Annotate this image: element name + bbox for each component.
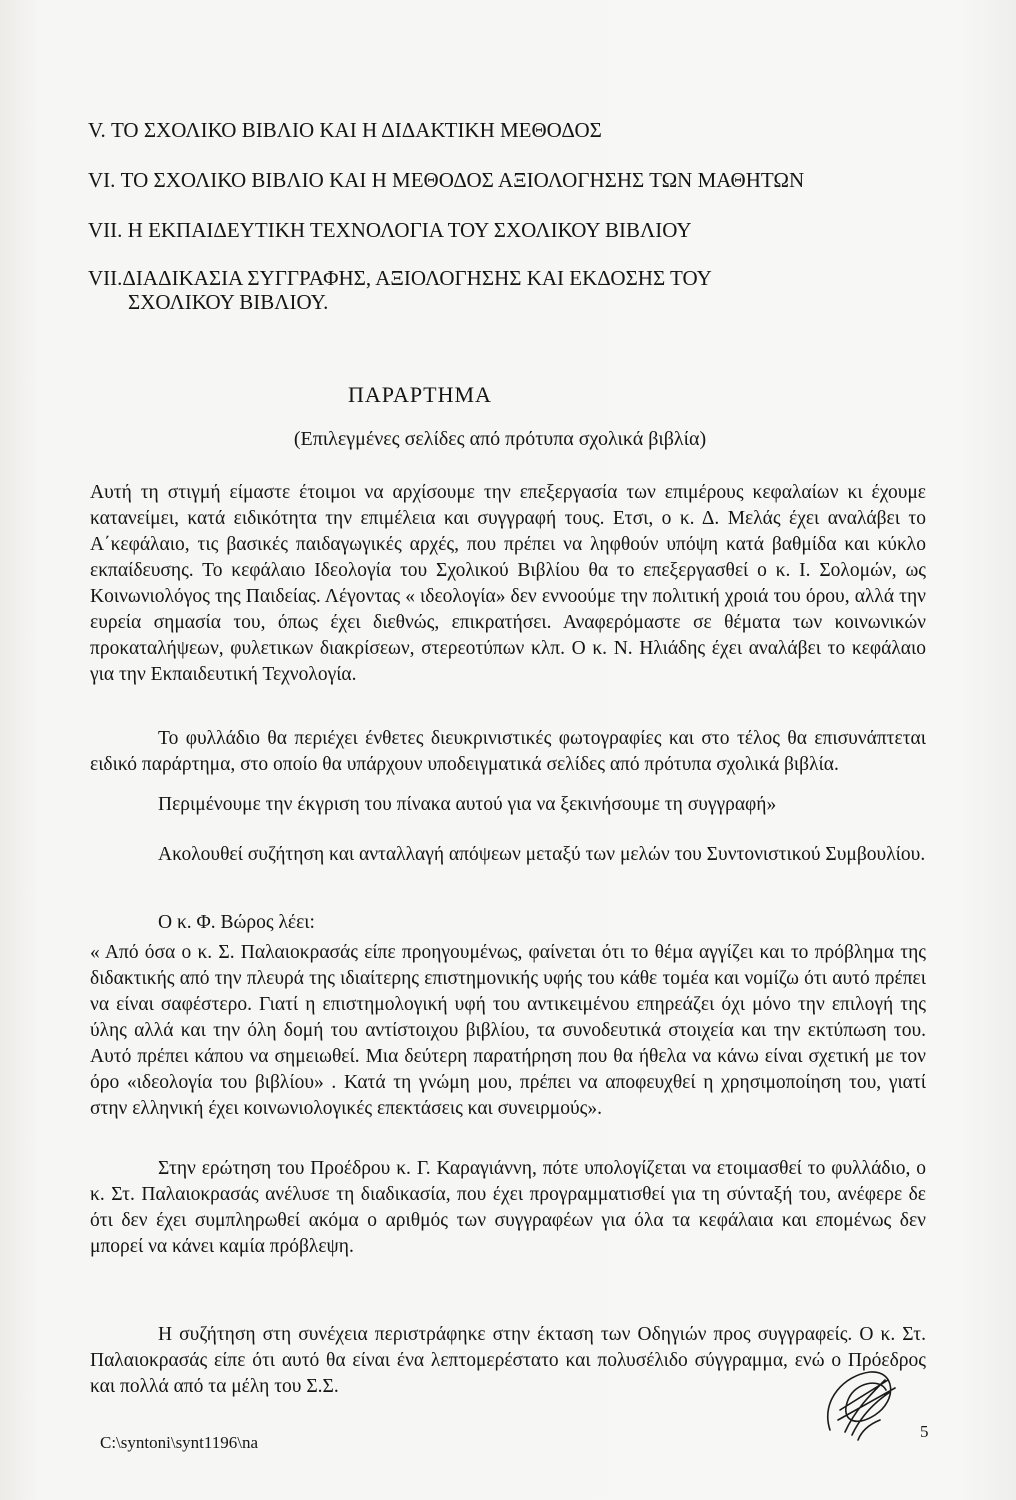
paragraph-3 <box>90 792 926 818</box>
quote-text: « Από όσα ο κ. Σ. Παλαιοκρασάς είπε προηγουμένως, φαίνεται ότι το θέμα αγγίζει και το πρόβλημα της διδακτικής από την πλευρά της ιδιαίτερης επιστημονικής υφής του κάθε τομέα και νομίζω ότι αυτό πρέπει να είναι σαφέστερο. Γιατί η επιστημολογική υφή του αντικειμένου επηρεάζει όχι μόνο την επιλογή της ύλης αλλά και την όλη δομή του αντίστοιχου βιβλίου, τα συνοδευτικά στοιχεία και την εκτύπωση του. Αυτό πρέπει κάπου να σημειωθεί. Μια δεύτερη παρατήρηση που θα ήθελα να κάνω είναι σχετική με τον όρο «ιδεολογία του βιβλίου» . Κατά τη γνώμη μου, πρέπει να αποφευχθεί η χρησιμοποίηση του, γιατί στην ελληνική έχει κοινωνιολογικές επεκτάσεις και συνειρμούς». <box>90 942 926 1119</box>
paragraph-6 <box>90 1156 926 1260</box>
paragraph-text: Στην ερώτηση του Προέδρου κ. Γ. Καραγιάννη, πότε υπολογίζεται να ετοιμασθεί το φυλλάδιο, ο κ. Στ. Παλαιοκρασάς ανέλυσε τη διαδικασία, που έχει προγραμματισθεί για τη σύνταξή του, ανέφερε δε ότι δεν έχει συμπληρωθεί ακόμα ο αριθμός των συγγραφέων για όλα τα κεφάλαια και επομένως δεν μπορεί να κάνει καμία πρόβλεψη. <box>90 1158 926 1257</box>
page-number: 5 <box>920 1422 929 1441</box>
paragraph-text: Η συζήτηση στη συνέχεια περιστράφηκε στην έκταση των Οδηγιών προς συγγραφείς. Ο κ. Στ. Παλαιοκρασάς είπε ότι αυτό θα είναι ένα λεπτομερέστατο και πολυσέλιδο σύγγραμμα, ενώ ο Πρόεδρος και πολλά από τα μέλη του Σ.Σ. <box>90 1324 926 1397</box>
toc-item-vi: VI. ΤΟ ΣΧΟΛΙΚΟ ΒΙΒΛΙΟ ΚΑΙ Η ΜΕΘΟΔΟΣ ΑΞΙΟΛΟΓΗΣΗΣ ΤΩΝ ΜΑΘΗΤΩΝ <box>88 168 805 192</box>
toc-item-viii-continued: ΣΧΟΛΙΚΟΥ ΒΙΒΛΙΟΥ. <box>128 290 329 314</box>
toc-item-v: V. ΤΟ ΣΧΟΛΙΚΟ ΒΙΒΛΙΟ ΚΑΙ Η ΔΙΔΑΚΤΙΚΗ ΜΕΘΟΔΟΣ <box>88 118 602 142</box>
paragraph-text: Περιμένουμε την έκγριση του πίνακα αυτού για να ξεκινήσουμε τη συγγραφή» <box>158 794 777 815</box>
paragraph-text: Ακολουθεί συζήτηση και ανταλλαγή απόψεων μεταξύ των μελών του Συντονιστικού Συμβουλίου. <box>158 844 926 865</box>
paragraph-5 <box>90 910 926 1122</box>
speaker-intro: Ο κ. Φ. Βώρος λέει: <box>158 912 315 933</box>
paragraph-1 <box>90 480 926 688</box>
appendix-title: ΠΑΡΑΡΤΗΜΑ <box>348 382 492 407</box>
paragraph-2 <box>90 726 926 778</box>
paragraph-text: Αυτή τη στιγμή είμαστε έτοιμοι να αρχίσουμε την επεξεργασία των επιμέρους κεφαλαίων κι έχουμε κατανείμει, κατά ειδικότητα την επιμέλεια και συγγραφή τους. Ετσι, ο κ. Δ. Μελάς έχει αναλάβει το Α΄κεφάλαιο, τις βασικές παιδαγωγικές αρχές, που πρέπει να ληφθούν υπόψη κατά βαθμίδα και κύκλο εκπαίδευσης. Το κεφάλαιο Ιδεολογία του Σχολικού Βιβλίου θα το επεξεργασθεί ο κ. Ι. Σολομών, ως Κοινωνιολόγος της Παιδείας. Λέγοντας « ιδεολογία» δεν εννοούμε την πολιτική χροιά του όρου, αλλά την ευρεία σημασία του, όπως έχει διεθνώς, επικρατήσει. Αναφερόμαστε σε θέματα των κοινωνικών προκαταλήψεων, φυλετικων διακρίσεων, στερεοτύπων κλπ. Ο κ. Ν. Ηλιάδης έχει αναλάβει το κεφάλαιο για την Εκπαιδευτική Τεχνολογία. <box>90 482 926 685</box>
paragraph-4 <box>90 842 926 868</box>
footer-file-path: C:\syntoni\synt1196\na <box>100 1433 259 1452</box>
appendix-subtitle: (Επιλεγμένες σελίδες από πρότυπα σχολικά βιβλία) <box>293 428 707 450</box>
toc-item-vii: VII. Η ΕΚΠΑΙΔΕΥΤΙΚΗ ΤΕΧΝΟΛΟΓΙΑ ΤΟΥ ΣΧΟΛΙΚΟΥ ΒΙΒΛΙΟΥ <box>88 218 692 242</box>
signature <box>800 1360 910 1450</box>
paragraph-text: Το φυλλάδιο θα περιέχει ένθετες διευκρινιστικές φωτογραφίες και στο τέλος θα επισυνάπτεται ειδικό παράρτημα, στο οποίο θα υπάρχουν υποδειγματικά σελίδες από πρότυπα σχολικά βιβλία. <box>90 728 926 775</box>
toc-item-viii: VII.ΔΙΑΔΙΚΑΣΙΑ ΣΥΓΓΡΑΦΗΣ, ΑΞΙΟΛΟΓΗΣΗΣ ΚΑΙ ΕΚΔΟΣΗΣ ΤΟΥ <box>88 266 712 290</box>
